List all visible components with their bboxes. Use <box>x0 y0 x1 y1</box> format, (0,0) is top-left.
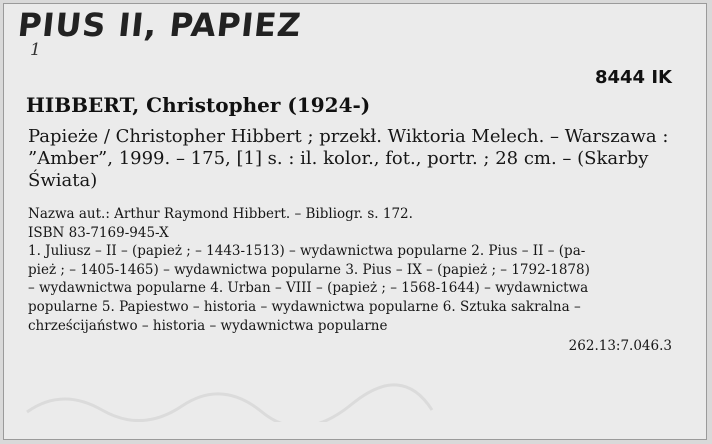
subject-line: 1. Juliusz – II – (papież ; – 1443-1513) – wydawnictwa popularne 2. Pius – II – (pa- <box>28 243 586 260</box>
description-line: ”Amber”, 1999. – 175, [1] s. : il. kolor., fot., portr. ; 28 cm. – (Skarby <box>28 148 649 169</box>
subject-line: pież ; – 1405-1465) – wydawnictwa popularne 3. Pius – IX – (papież ; – 1792-1878) <box>28 261 590 278</box>
show-through-texture <box>22 382 442 430</box>
classification-number: 262.13:7.046.3 <box>568 338 672 354</box>
main-entry-heading: HIBBERT, Christopher (1924-) <box>26 93 371 117</box>
subject-line: chrześcijaństwo – historia – wydawnictwa popularne <box>28 317 388 334</box>
catalog-card <box>3 3 707 440</box>
subject-line: popularne 5. Papiestwo – historia – wydawnictwa popularne 6. Sztuka sakralna – <box>28 298 581 315</box>
note-line: Nazwa aut.: Arthur Raymond Hibbert. – Bibliogr. s. 172. <box>28 206 413 222</box>
call-number: 8444 IK <box>594 67 672 88</box>
description-line: Świata) <box>28 170 98 191</box>
card-number: 1 <box>30 40 41 60</box>
subject-line: – wydawnictwa popularne 4. Urban – VIII – (papież ; – 1568-1644) – wydawnictwa <box>28 280 589 297</box>
bibliographic-description <box>28 126 680 192</box>
faint-reverse-writing <box>22 382 442 422</box>
notes-and-subjects <box>28 205 688 335</box>
handwritten-subject-heading: PIUS II, PAPIEZ <box>16 6 304 44</box>
description-line: Papieże / Christopher Hibbert ; przekł. Wiktoria Melech. – Warszawa : <box>28 126 669 147</box>
isbn-line: ISBN 83-7169-945-X <box>28 224 169 241</box>
